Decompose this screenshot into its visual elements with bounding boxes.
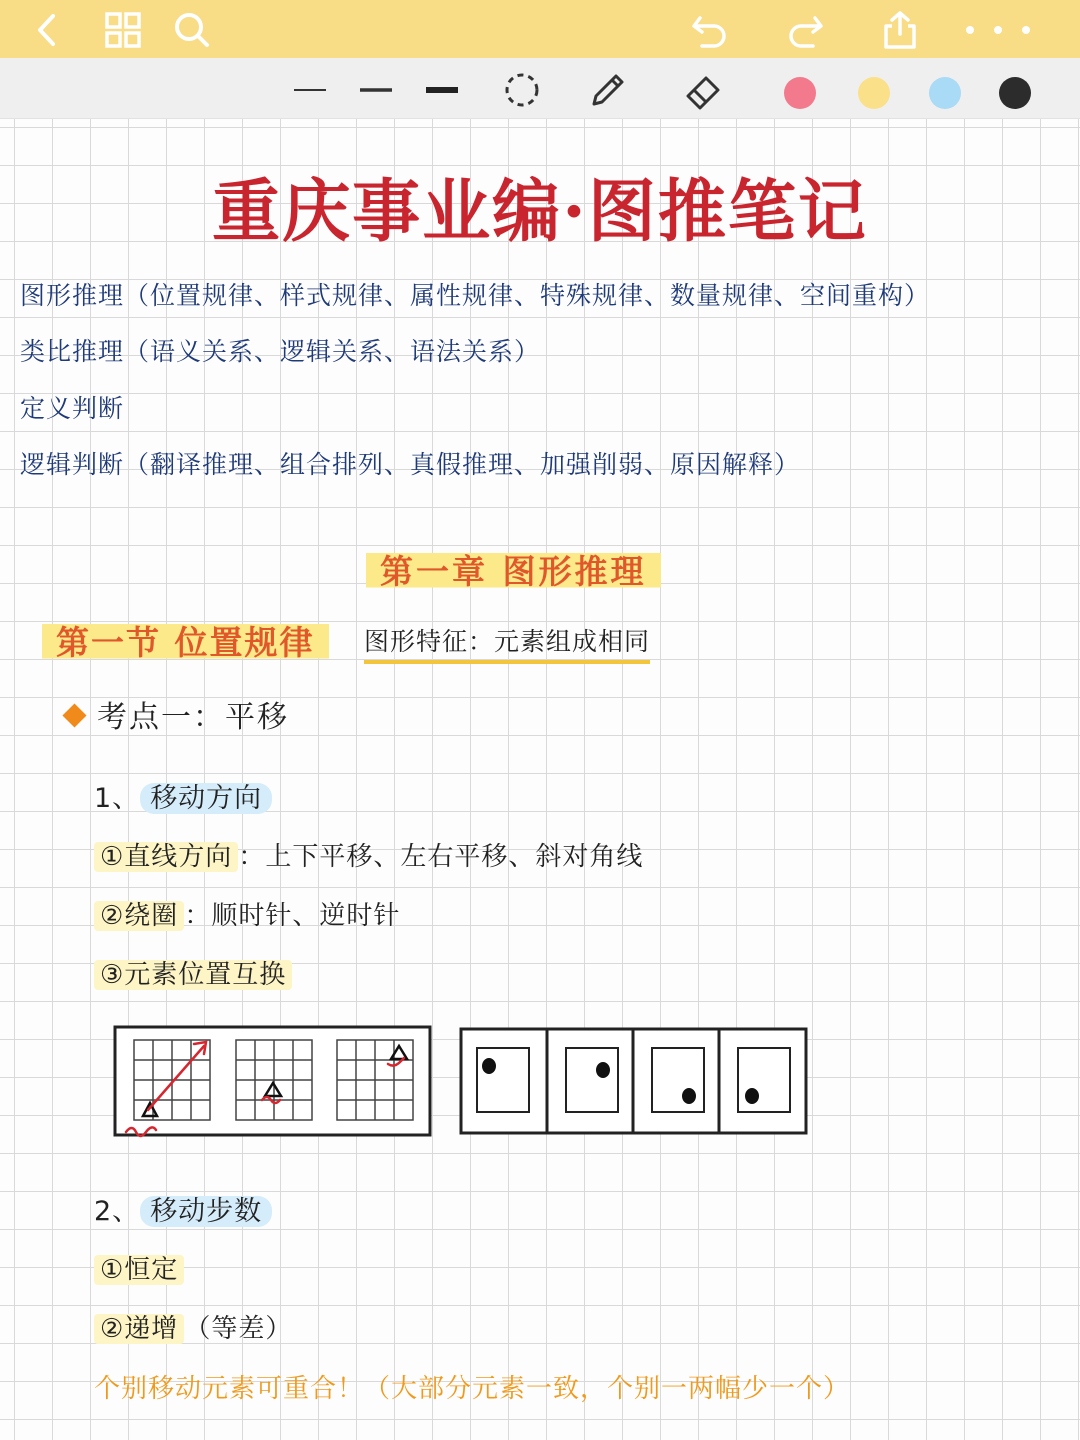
list-item — [94, 836, 643, 873]
back-chevron-icon[interactable] — [28, 10, 68, 50]
subheading-label: 移动步数 — [140, 1196, 272, 1227]
subheading-number: 1、 — [94, 783, 141, 814]
color-swatch-yellow[interactable] — [858, 77, 890, 109]
undo-icon[interactable] — [690, 10, 730, 50]
diamond-bullet-icon — [62, 703, 86, 727]
kaodian-label: 考点一：平移 — [97, 700, 289, 735]
thick-line-icon[interactable] — [422, 70, 462, 110]
list-item-text: ：顺时针、逆时针 — [184, 901, 401, 931]
subheading-number: 2、 — [94, 1196, 141, 1227]
list-item — [94, 895, 400, 932]
subheading-move-steps — [94, 1189, 272, 1228]
medium-line-icon[interactable] — [356, 70, 396, 110]
dot-position-figure — [458, 1026, 810, 1138]
pencil-icon[interactable] — [588, 70, 628, 110]
list-item-label: ②绕圈 — [94, 901, 184, 931]
grid-view-icon[interactable] — [103, 10, 143, 50]
chapter-heading: 第一章 图形推理 — [366, 546, 661, 593]
list-item-text: ：上下平移、左右平移、斜对角线 — [238, 842, 644, 872]
section-heading: 第一节 位置规律 — [42, 617, 329, 664]
outline-line-2: 类比推理（语义关系、逻辑关系、语法关系） — [20, 337, 541, 366]
list-item-label: ③元素位置互换 — [94, 960, 292, 990]
subheading-move-direction — [94, 776, 272, 815]
list-item-label: ①恒定 — [94, 1255, 184, 1285]
list-item-label: ②递增 — [94, 1314, 184, 1344]
pen-toolbar — [0, 58, 1080, 119]
kaodian-heading — [66, 692, 289, 736]
color-swatch-pink[interactable] — [784, 77, 816, 109]
translation-grid-figure — [112, 1024, 434, 1140]
list-item-label: ①直线方向 — [94, 842, 238, 872]
more-icon[interactable] — [960, 10, 1040, 50]
top-app-bar — [0, 0, 1080, 58]
subheading-label: 移动方向 — [140, 783, 272, 814]
outline-line-4: 逻辑判断（翻译推理、组合排列、真假推理、加强削弱、原因解释） — [20, 450, 801, 479]
search-icon[interactable] — [172, 10, 212, 50]
color-swatch-blue[interactable] — [929, 77, 961, 109]
color-swatch-black[interactable] — [999, 77, 1031, 109]
redo-icon[interactable] — [785, 10, 825, 50]
list-item — [94, 1249, 184, 1286]
outline-line-3: 定义判断 — [20, 394, 125, 423]
note-text: 个别移动元素可重合！（大部分元素一致，个别一两幅少一个） — [94, 1374, 851, 1404]
list-item-text: （等差） — [184, 1314, 293, 1344]
outline-line-1: 图形推理（位置规律、样式规律、属性规律、特殊规律、数量规律、空间重构） — [20, 281, 931, 310]
eraser-icon[interactable] — [684, 70, 724, 110]
figure-feature-label: 图形特征：元素组成相同 — [364, 622, 650, 664]
page-title: 重庆事业编·图推笔记 — [212, 172, 868, 252]
thin-line-icon[interactable] — [290, 70, 330, 110]
list-item — [94, 954, 292, 991]
lasso-icon[interactable] — [502, 70, 542, 110]
list-item — [94, 1308, 292, 1345]
share-icon[interactable] — [880, 10, 920, 50]
